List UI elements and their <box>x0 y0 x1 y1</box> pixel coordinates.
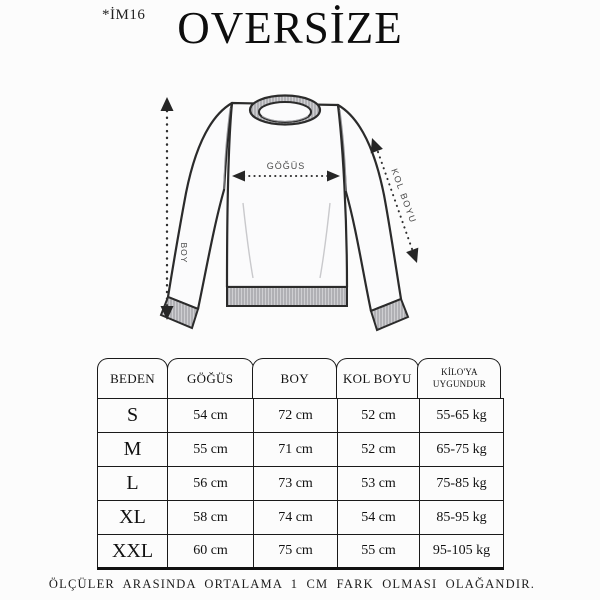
hem-rib <box>227 287 347 306</box>
header-gogus: GÖĞÜS <box>167 358 254 398</box>
table-row-m: M 55 cm 71 cm 52 cm 65-75 kg <box>98 433 504 467</box>
model-code: *İM16 <box>102 7 146 23</box>
header-boy: BOY <box>252 358 337 398</box>
size-table-header <box>97 358 503 398</box>
sweater-body <box>227 103 347 287</box>
right-sleeve <box>338 105 408 330</box>
left-sleeve <box>161 103 232 328</box>
table-row-s: S 54 cm 72 cm 52 cm 55-65 kg <box>98 399 504 433</box>
table-row-xxl: XXL 60 cm 75 cm 55 cm 95-105 kg <box>98 535 504 569</box>
sweater-drawing <box>140 85 440 355</box>
table-row-xl: XL 58 cm 74 cm 54 cm 85-95 kg <box>98 501 504 535</box>
header-beden: BEDEN <box>97 358 168 398</box>
sleeve-label: KOL BOYU <box>389 167 419 225</box>
page-title: OVERSİZE <box>177 3 403 53</box>
length-label: BOY <box>179 242 189 264</box>
size-table <box>97 358 503 570</box>
sweater-diagram <box>140 85 440 355</box>
header-kol-boyu: KOL BOYU <box>336 358 419 398</box>
header-kilo: KİLO'YA UYGUNDUR <box>417 358 501 398</box>
chest-label: GÖĞÜS <box>266 161 306 171</box>
collar <box>250 96 320 125</box>
footer-note: ÖLÇÜLER ARASINDA ORTALAMA 1 CM FARK OLMASI OLAĞANDIR. <box>48 577 536 591</box>
size-table-body <box>97 398 504 570</box>
table-row-l: L 56 cm 73 cm 53 cm 75-85 kg <box>98 467 504 501</box>
